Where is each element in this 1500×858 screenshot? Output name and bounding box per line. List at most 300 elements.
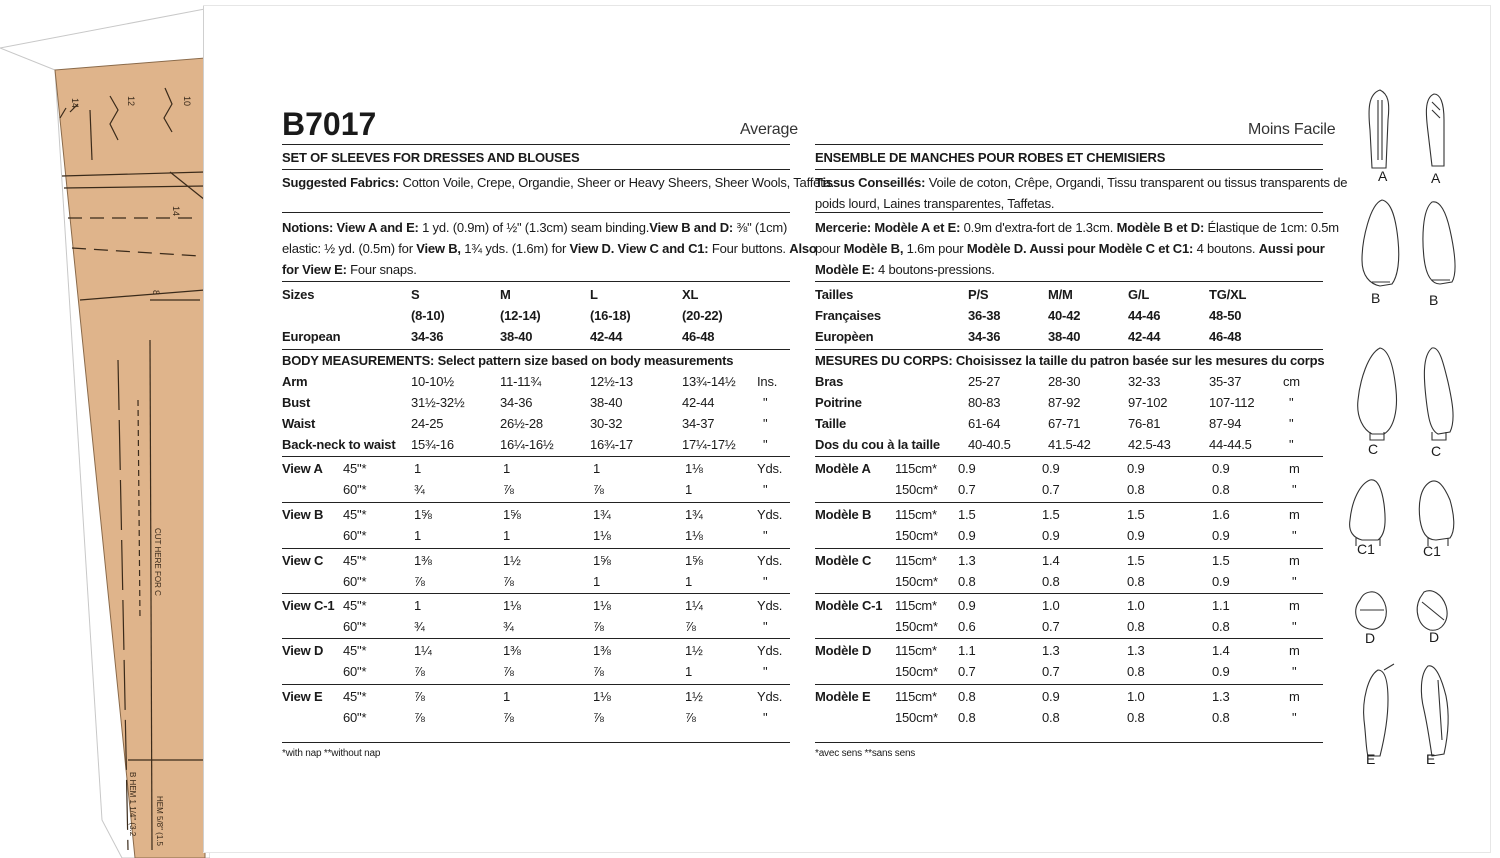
divider bbox=[815, 169, 1323, 170]
yardage-value: 1 bbox=[503, 461, 511, 476]
fabric-width: 115cm* bbox=[895, 461, 937, 476]
yardage-value: ⅞ bbox=[593, 619, 604, 634]
yardage-value: 0.8 bbox=[1212, 710, 1230, 725]
yardage-value: 0.9 bbox=[1212, 461, 1230, 476]
divider bbox=[282, 502, 790, 503]
yardage-value: 1.5 bbox=[958, 507, 976, 522]
body-measurements-heading bbox=[282, 353, 733, 369]
measurement-value: 38-40 bbox=[590, 395, 623, 410]
yardage-value: 0.8 bbox=[1212, 619, 1230, 634]
french-size: 44-46 bbox=[1128, 308, 1161, 323]
divider bbox=[815, 502, 1323, 503]
size-range: (16-18) bbox=[590, 308, 631, 323]
yardage-unit: " bbox=[1292, 528, 1297, 543]
pattern-number: B7017 bbox=[282, 106, 377, 142]
fabric-width: 60"* bbox=[343, 710, 367, 725]
yardage-unit: " bbox=[763, 482, 768, 497]
yardage-value: ⅞ bbox=[503, 482, 514, 497]
view-name: Modèle A bbox=[815, 461, 871, 476]
yardage-value: 0.8 bbox=[1127, 664, 1145, 679]
yardage-value: 1 bbox=[685, 574, 693, 589]
yardage-value: ⅞ bbox=[593, 664, 604, 679]
yardage-value: 0.7 bbox=[1042, 482, 1060, 497]
yardage-unit: " bbox=[1292, 664, 1297, 679]
tissue-hem-b: B HEM 1 1/4" (3.2 bbox=[128, 772, 137, 837]
fabrics-label: Suggested Fabrics: bbox=[282, 175, 400, 190]
size-header: P/S bbox=[968, 287, 989, 302]
view-label: A bbox=[1431, 170, 1441, 186]
fabric-width: 150cm* bbox=[895, 574, 938, 589]
yardage-unit: Yds. bbox=[757, 507, 783, 522]
size-header: TG/XL bbox=[1209, 287, 1247, 302]
heading-fr: ENSEMBLE DE MANCHES POUR ROBES ET CHEMISIERS bbox=[815, 150, 1166, 165]
yardage-value: ¾ bbox=[503, 619, 514, 634]
yardage-value: 1.5 bbox=[1212, 553, 1230, 568]
notions-text: 1¾ yds. (1.6m) for bbox=[460, 241, 570, 256]
heading-en: SET OF SLEEVES FOR DRESSES AND BLOUSES bbox=[282, 150, 580, 165]
yardage-value: 0.9 bbox=[1212, 574, 1230, 589]
fabrics-fr-line2: poids lourd, Laines transparentes, Taffetas. bbox=[815, 196, 1055, 211]
notions-label: Aussi pour bbox=[1258, 241, 1325, 256]
measurement-label: Waist bbox=[282, 416, 316, 431]
fabric-width: 45"* bbox=[343, 643, 367, 658]
divider bbox=[282, 684, 790, 685]
size-header: G/L bbox=[1128, 287, 1150, 302]
yardage-value: ⅞ bbox=[503, 710, 514, 725]
sleeve-a-back-icon bbox=[1426, 94, 1444, 166]
yardage-value: 1⅛ bbox=[685, 461, 703, 476]
fabric-width: 60"* bbox=[343, 574, 367, 589]
yardage-value: 1 bbox=[685, 664, 693, 679]
size-range: (8-10) bbox=[411, 308, 445, 323]
yardage-value: 1¼ bbox=[685, 598, 703, 613]
notions-label: Modèle E: bbox=[815, 262, 875, 277]
divider bbox=[815, 349, 1323, 350]
notions-text: 4 boutons-pressions. bbox=[874, 262, 995, 277]
measurement-unit: " bbox=[1289, 416, 1294, 431]
measurement-value: 34-36 bbox=[500, 395, 533, 410]
divider bbox=[282, 456, 790, 457]
yardage-unit: Yds. bbox=[757, 689, 783, 704]
fabrics-text: Voile de coton, Crêpe, Organdi, Tissu transparent ou tissus transparents de bbox=[925, 175, 1348, 190]
measurement-value: 13¾-14½ bbox=[682, 374, 736, 389]
yardage-value: 0.8 bbox=[1042, 574, 1060, 589]
yardage-value: 1 bbox=[685, 482, 693, 497]
measurement-value: 41.5-42 bbox=[1048, 437, 1091, 452]
yardage-unit: " bbox=[763, 710, 768, 725]
yardage-value: 0.7 bbox=[958, 482, 976, 497]
notions-text: Four buttons. bbox=[708, 241, 790, 256]
measurement-value: 28-30 bbox=[1048, 374, 1081, 389]
measurement-value: 40-40.5 bbox=[968, 437, 1011, 452]
view-name: Modèle B bbox=[815, 507, 872, 522]
yardage-value: 1½ bbox=[503, 553, 521, 568]
tissue-mark: 14 bbox=[171, 206, 181, 217]
yardage-value: 1⅝ bbox=[503, 507, 521, 522]
body-label: BODY MEASUREMENTS: bbox=[282, 353, 435, 368]
yardage-unit: " bbox=[1292, 574, 1297, 589]
tissue-mark: 8 bbox=[151, 290, 161, 296]
view-label: E bbox=[1426, 751, 1436, 767]
measurement-value: 31½-32½ bbox=[411, 395, 465, 410]
sizes-label: Tailles bbox=[815, 287, 854, 302]
yardage-value: 1.3 bbox=[958, 553, 976, 568]
fabric-width: 150cm* bbox=[895, 710, 938, 725]
measurement-value: 35-37 bbox=[1209, 374, 1242, 389]
measurement-value: 17¼-17½ bbox=[682, 437, 736, 452]
sleeve-b-front-icon bbox=[1362, 200, 1399, 286]
view-label: B bbox=[1371, 290, 1381, 306]
divider bbox=[282, 349, 790, 350]
yardage-value: 0.8 bbox=[1127, 574, 1145, 589]
measurement-unit: " bbox=[763, 437, 768, 452]
size-header: XL bbox=[682, 287, 699, 302]
divider bbox=[815, 281, 1323, 282]
yardage-value: 1⅛ bbox=[685, 528, 703, 543]
divider bbox=[282, 281, 790, 282]
difficulty-en: Average bbox=[740, 121, 798, 138]
yardage-value: 0.7 bbox=[1042, 664, 1060, 679]
yardage-value: 1⅛ bbox=[503, 598, 521, 613]
yardage-unit: m bbox=[1289, 507, 1300, 522]
yardage-value: 1¾ bbox=[685, 507, 703, 522]
pattern-tissue bbox=[0, 0, 210, 858]
notions-fr-line3 bbox=[815, 262, 995, 278]
yardage-value: ⅞ bbox=[414, 664, 425, 679]
measurement-value: 32-33 bbox=[1128, 374, 1161, 389]
yardage-value: 0.9 bbox=[958, 528, 976, 543]
european-size: 42-44 bbox=[1128, 329, 1161, 344]
sleeve-b-back-icon bbox=[1423, 202, 1455, 284]
measurement-unit: " bbox=[763, 395, 768, 410]
yardage-value: 0.8 bbox=[1042, 710, 1060, 725]
notions-en-line1 bbox=[282, 220, 787, 236]
sleeve-line-drawings bbox=[1340, 80, 1490, 780]
notions-label: Modèle B et D: bbox=[1116, 220, 1205, 235]
yardage-value: 0.8 bbox=[958, 710, 976, 725]
fabric-width: 60"* bbox=[343, 528, 367, 543]
tissue-hem-c: HEM 5/8" (1.5 bbox=[155, 796, 164, 846]
notions-text: 4 boutons. bbox=[1193, 241, 1259, 256]
measurement-unit: cm bbox=[1283, 374, 1300, 389]
notions-label: Also bbox=[789, 241, 817, 256]
fabrics-en bbox=[282, 175, 834, 191]
yardage-unit: " bbox=[763, 574, 768, 589]
sleeve-e-front-icon bbox=[1364, 664, 1394, 756]
yardage-value: 1⅜ bbox=[414, 553, 432, 568]
measurement-value: 107-112 bbox=[1209, 395, 1255, 410]
measurement-label: Dos du cou à la taille bbox=[815, 437, 940, 452]
yardage-value: ¾ bbox=[414, 482, 425, 497]
european-size: 38-40 bbox=[1048, 329, 1081, 344]
measurement-value: 34-37 bbox=[682, 416, 715, 431]
fabric-width: 45"* bbox=[343, 507, 367, 522]
divider bbox=[815, 742, 1323, 743]
yardage-value: 1.3 bbox=[1042, 643, 1060, 658]
fabrics-fr-line1 bbox=[815, 175, 1347, 191]
yardage-value: ¾ bbox=[414, 619, 425, 634]
fabric-width: 115cm* bbox=[895, 507, 937, 522]
measurement-value: 12½-13 bbox=[590, 374, 633, 389]
yardage-value: 1⅝ bbox=[593, 553, 611, 568]
measurement-value: 42-44 bbox=[682, 395, 715, 410]
footnote-fr: *avec sens **sans sens bbox=[815, 748, 916, 759]
measurement-value: 97-102 bbox=[1128, 395, 1168, 410]
tissue-mark: 10 bbox=[182, 96, 192, 107]
yardage-value: 1 bbox=[503, 689, 511, 704]
divider bbox=[282, 169, 790, 170]
view-label: C1 bbox=[1423, 543, 1441, 559]
notions-fr-line2 bbox=[815, 241, 1325, 257]
fabrics-label: Tissus Conseillés: bbox=[815, 175, 926, 190]
yardage-value: 0.8 bbox=[1127, 482, 1145, 497]
yardage-value: 0.9 bbox=[1042, 528, 1060, 543]
body-text: Select pattern size based on body measurements bbox=[434, 353, 734, 368]
notions-text: Élastique de 1cm: 0.5m bbox=[1204, 220, 1339, 235]
measurement-value: 67-71 bbox=[1048, 416, 1081, 431]
french-size: 40-42 bbox=[1048, 308, 1081, 323]
size-header: S bbox=[411, 287, 420, 302]
measurement-value: 16¾-17 bbox=[590, 437, 633, 452]
yardage-value: 1 bbox=[414, 598, 422, 613]
yardage-value: 1.5 bbox=[1042, 507, 1060, 522]
sleeve-a-front-icon bbox=[1369, 90, 1389, 168]
yardage-value: 0.6 bbox=[958, 619, 976, 634]
view-name: View D bbox=[282, 643, 324, 658]
yardage-value: 1.5 bbox=[1127, 507, 1145, 522]
yardage-value: 1.0 bbox=[1127, 598, 1145, 613]
yardage-value: 1⅜ bbox=[503, 643, 521, 658]
notions-label: for View E: bbox=[282, 262, 347, 277]
size-header: L bbox=[590, 287, 598, 302]
yardage-value: ⅞ bbox=[414, 574, 425, 589]
yardage-value: 0.8 bbox=[958, 574, 976, 589]
yardage-value: 1⅝ bbox=[685, 553, 703, 568]
tissue-mark: 12 bbox=[126, 96, 136, 107]
measurement-value: 30-32 bbox=[590, 416, 623, 431]
notions-en-line3 bbox=[282, 262, 417, 278]
yardage-unit: " bbox=[763, 664, 768, 679]
yardage-value: 0.7 bbox=[958, 664, 976, 679]
divider bbox=[815, 548, 1323, 549]
yardage-value: 0.9 bbox=[1212, 664, 1230, 679]
measurement-unit: " bbox=[1289, 395, 1294, 410]
difficulty-fr: Moins Facile bbox=[1248, 121, 1336, 138]
view-label: C bbox=[1431, 443, 1442, 459]
yardage-value: 0.9 bbox=[1127, 461, 1145, 476]
yardage-value: 0.9 bbox=[1212, 528, 1230, 543]
fabric-width: 115cm* bbox=[895, 553, 937, 568]
yardage-value: 0.8 bbox=[1212, 482, 1230, 497]
yardage-unit: " bbox=[1292, 710, 1297, 725]
divider bbox=[815, 144, 1323, 145]
divider bbox=[282, 144, 790, 145]
measurement-label: Arm bbox=[282, 374, 308, 389]
measurement-unit: Ins. bbox=[757, 374, 778, 389]
divider bbox=[282, 593, 790, 594]
notions-text: elastic: ½ yd. (0.5m) for bbox=[282, 241, 417, 256]
sleeve-c-front-icon bbox=[1358, 348, 1397, 440]
fabric-width: 60"* bbox=[343, 482, 367, 497]
yardage-value: 1 bbox=[414, 461, 422, 476]
measurement-value: 42.5-43 bbox=[1128, 437, 1171, 452]
notions-label: Modèle D. Aussi pour Modèle C et C1: bbox=[966, 241, 1194, 256]
yardage-value: 1 bbox=[414, 528, 422, 543]
measurement-value: 16¼-16½ bbox=[500, 437, 554, 452]
european-size: 34-36 bbox=[968, 329, 1001, 344]
measurement-value: 11-11¾ bbox=[500, 374, 541, 389]
body-text: Choisissez la taille du patron basée sur les mesures du corps bbox=[952, 353, 1325, 368]
notions-label: Notions: View A and E: bbox=[282, 220, 419, 235]
yardage-value: 1.6 bbox=[1212, 507, 1230, 522]
yardage-unit: m bbox=[1289, 689, 1300, 704]
fabric-width: 60"* bbox=[343, 619, 367, 634]
yardage-value: 0.9 bbox=[1127, 528, 1145, 543]
notions-text: 1 yd. (0.9m) of ½" (1.3cm) seam binding. bbox=[418, 220, 650, 235]
yardage-unit: " bbox=[1292, 619, 1297, 634]
divider bbox=[282, 638, 790, 639]
yardage-value: 1.1 bbox=[1212, 598, 1230, 613]
yardage-unit: " bbox=[763, 619, 768, 634]
notions-label: Modèle B, bbox=[843, 241, 904, 256]
measurement-value: 26½-28 bbox=[500, 416, 543, 431]
measurement-value: 76-81 bbox=[1128, 416, 1161, 431]
divider bbox=[815, 593, 1323, 594]
view-label: B bbox=[1429, 292, 1439, 308]
yardage-value: 1.4 bbox=[1212, 643, 1230, 658]
notions-text: ⅜" (1cm) bbox=[733, 220, 788, 235]
measurement-label: Poitrine bbox=[815, 395, 862, 410]
fabrics-text: Cotton Voile, Crepe, Organdie, Sheer or Heavy Sheers, Sheer Wools, Taffeta. bbox=[399, 175, 835, 190]
sleeve-c1-front-icon bbox=[1350, 480, 1385, 546]
body-measurements-heading bbox=[815, 353, 1324, 369]
measurement-unit: " bbox=[763, 416, 768, 431]
measurement-value: 80-83 bbox=[968, 395, 1001, 410]
notions-en-line2 bbox=[282, 241, 817, 257]
view-name: Modèle C bbox=[815, 553, 872, 568]
size-header: M bbox=[500, 287, 511, 302]
yardage-value: 0.9 bbox=[958, 598, 976, 613]
view-name: View E bbox=[282, 689, 323, 704]
european-size: 42-44 bbox=[590, 329, 623, 344]
divider bbox=[815, 638, 1323, 639]
yardage-value: ⅞ bbox=[685, 619, 696, 634]
notions-label: Mercerie: Modèle A et E: bbox=[815, 220, 961, 235]
european-size: 46-48 bbox=[1209, 329, 1242, 344]
yardage-unit: Yds. bbox=[757, 643, 783, 658]
yardage-value: 0.9 bbox=[958, 461, 976, 476]
yardage-value: 0.9 bbox=[1042, 689, 1060, 704]
yardage-unit: Yds. bbox=[757, 598, 783, 613]
measurement-value: 44-44.5 bbox=[1209, 437, 1252, 452]
yardage-value: ⅞ bbox=[503, 574, 514, 589]
yardage-value: 1.1 bbox=[958, 643, 976, 658]
notions-label: View B and D: bbox=[649, 220, 734, 235]
size-header: M/M bbox=[1048, 287, 1073, 302]
divider bbox=[282, 742, 790, 743]
french-size: 36-38 bbox=[968, 308, 1001, 323]
fabric-width: 115cm* bbox=[895, 598, 937, 613]
yardage-unit: m bbox=[1289, 643, 1300, 658]
european-size: 38-40 bbox=[500, 329, 533, 344]
sleeve-c-back-icon bbox=[1424, 348, 1453, 440]
yardage-unit: m bbox=[1289, 598, 1300, 613]
yardage-value: ⅞ bbox=[503, 664, 514, 679]
yardage-value: 1.4 bbox=[1042, 553, 1060, 568]
european-size: 46-48 bbox=[682, 329, 715, 344]
fabric-width: 45"* bbox=[343, 598, 367, 613]
yardage-unit: " bbox=[763, 528, 768, 543]
fabric-width: 60"* bbox=[343, 664, 367, 679]
sleeve-d-front-icon bbox=[1356, 592, 1387, 629]
measurement-value: 15¾-16 bbox=[411, 437, 454, 452]
yardage-value: ⅞ bbox=[414, 689, 425, 704]
sleeve-d-back-icon bbox=[1417, 591, 1447, 630]
divider bbox=[815, 456, 1323, 457]
yardage-value: 1½ bbox=[685, 689, 703, 704]
fabric-width: 115cm* bbox=[895, 643, 937, 658]
measurement-value: 25-27 bbox=[968, 374, 1001, 389]
yardage-value: ⅞ bbox=[593, 710, 604, 725]
yardage-value: 1⅛ bbox=[593, 689, 611, 704]
view-label: D bbox=[1429, 629, 1440, 645]
yardage-unit: m bbox=[1289, 553, 1300, 568]
french-size: 48-50 bbox=[1209, 308, 1242, 323]
measurement-value: 87-92 bbox=[1048, 395, 1081, 410]
yardage-value: 1¾ bbox=[593, 507, 611, 522]
fabric-width: 45"* bbox=[343, 689, 367, 704]
size-range: (20-22) bbox=[682, 308, 723, 323]
fabric-width: 45"* bbox=[343, 461, 367, 476]
notions-text: Four snaps. bbox=[346, 262, 417, 277]
yardage-unit: Yds. bbox=[757, 553, 783, 568]
yardage-value: 1.5 bbox=[1127, 553, 1145, 568]
yardage-unit: m bbox=[1289, 461, 1300, 476]
size-range: (12-14) bbox=[500, 308, 541, 323]
yardage-value: 1½ bbox=[685, 643, 703, 658]
view-name: View A bbox=[282, 461, 323, 476]
yardage-value: 1.3 bbox=[1127, 643, 1145, 658]
view-label: C1 bbox=[1357, 541, 1375, 557]
measurement-value: 24-25 bbox=[411, 416, 444, 431]
tissue-mark: 14 bbox=[70, 98, 80, 109]
fabric-width: 115cm* bbox=[895, 689, 937, 704]
measurement-label: Back-neck to waist bbox=[282, 437, 396, 452]
yardage-value: 1 bbox=[593, 461, 601, 476]
french-size-label: Françaises bbox=[815, 308, 881, 323]
view-label: E bbox=[1366, 751, 1376, 767]
sleeve-c1-back-icon bbox=[1419, 481, 1453, 546]
notions-fr-line1 bbox=[815, 220, 1339, 236]
yardage-value: 1 bbox=[593, 574, 601, 589]
yardage-value: ⅞ bbox=[593, 482, 604, 497]
notions-text: pour bbox=[815, 241, 844, 256]
measurement-value: 87-94 bbox=[1209, 416, 1242, 431]
divider bbox=[282, 212, 790, 213]
view-name: Modèle C-1 bbox=[815, 598, 883, 613]
yardage-value: 0.8 bbox=[958, 689, 976, 704]
fabric-width: 150cm* bbox=[895, 482, 938, 497]
yardage-value: 1⅛ bbox=[593, 528, 611, 543]
notions-text: 1.6m pour bbox=[903, 241, 967, 256]
yardage-value: ⅞ bbox=[685, 710, 696, 725]
yardage-value: 1¼ bbox=[414, 643, 432, 658]
measurement-label: Bust bbox=[282, 395, 311, 410]
view-name: Modèle D bbox=[815, 643, 872, 658]
yardage-value: 1⅛ bbox=[593, 598, 611, 613]
yardage-value: ⅞ bbox=[414, 710, 425, 725]
yardage-value: 0.8 bbox=[1127, 619, 1145, 634]
